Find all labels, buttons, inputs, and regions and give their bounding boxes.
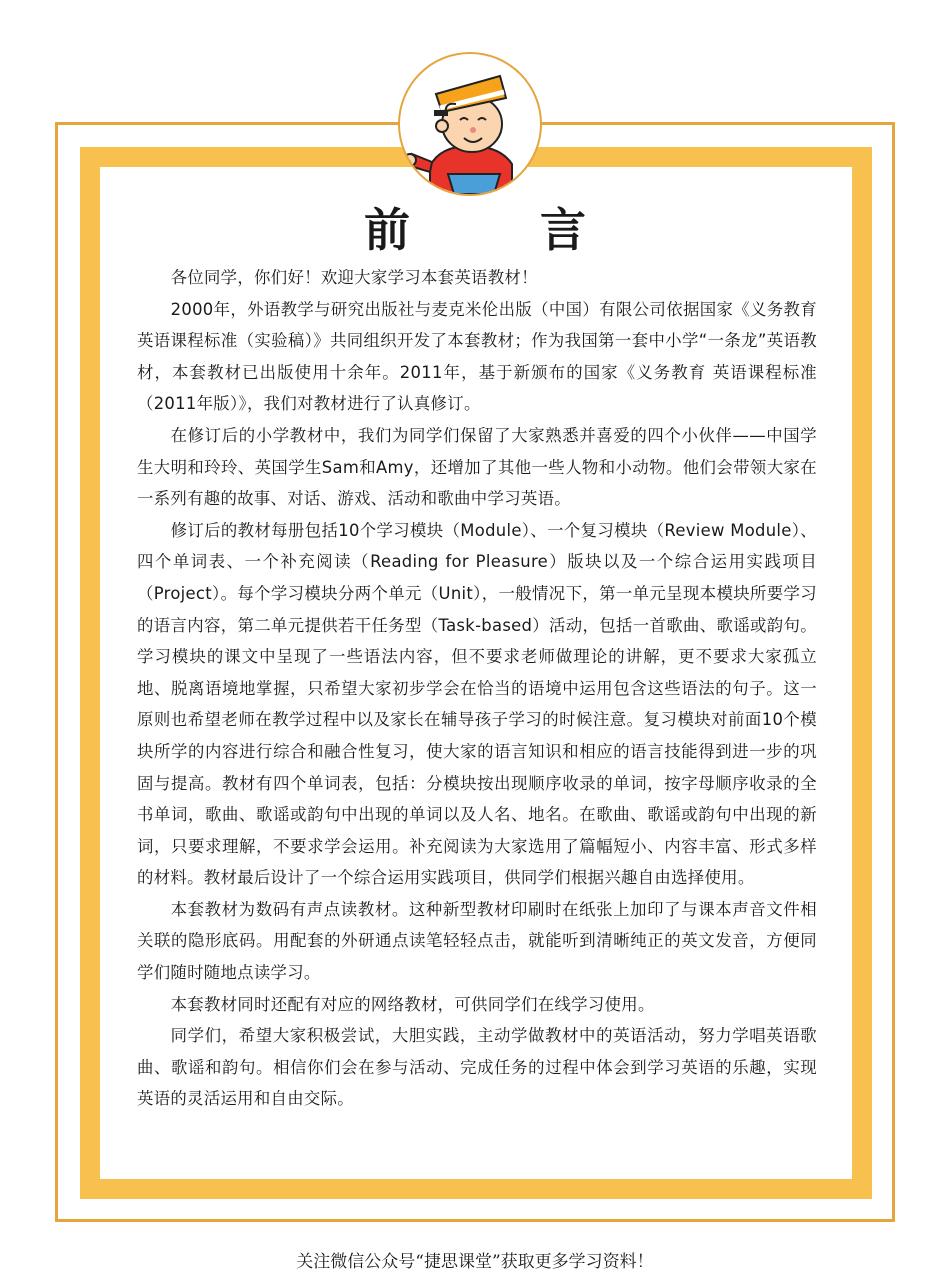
paragraph: 各位同学，你们好！欢迎大家学习本套英语教材！	[170, 268, 538, 287]
paragraph: 同学们，希望大家积极尝试，大胆实践，主动学做教材中的英语活动，努力学唱英语歌曲、歌谣和韵句。相信你们会在参与活动、完成任务的过程中体会到学习英语的乐趣，实现英语的灵活运用和自由交际。	[137, 1026, 817, 1109]
paragraph: 2000年，外语教学与研究出版社与麦克米伦出版（中国）有限公司依据国家《义务教育 英语课程标准（实验稿）》共同组织开发了本套教材；作为我国第一套中小学“一条龙”英语教材，本套教材已出版使用十余年。2011年，基于新颁布的国家《义务教育 英语课程标准（2011年版）》，我们对教材进行了认真修订。	[137, 299, 817, 414]
paragraph: 修订后的教材每册包括10个学习模块（Module）、一个复习模块（Review Module）、四个单词表、一个补充阅读（Reading for Pleasure）版块以及一个综合运用实践项目（Project）。每个学习模块分两个单元（Unit），一般情况下，第一单元呈现本模块所要学习的语言内容，第二单元提供若干任务型（Task-based）活动，包括一首歌曲、歌谣或韵句。学习模块的课文中呈现了一些语法内容，但不要求老师做理论的讲解，更不要求大家孤立地、脱离语境地掌握，只希望大家初步学会在恰当的语境中运用包含这些语法的句子。这一原则也希望老师在教学过程中以及家长在辅导孩子学习的时候注意。复习模块对前面10个模块所学的内容进行综合和融合性复习，使大家的语言知识和相应的语言技能得到进一步的巩固与提高。教材有四个单词表，包括：分模块按出现顺序收录的单词，按字母顺序收录的全书单词，歌曲、歌谣或韵句中出现的单词以及人名、地名。在歌曲、歌谣或韵句中出现的新词，只要求理解，不要求学会运用。补充阅读为大家选用了篇幅短小、内容丰富、形式多样的材料。教材最后设计了一个综合运用实践项目，供同学们根据兴趣自由选择使用。	[137, 520, 817, 888]
page-title: 前言	[364, 203, 716, 257]
paragraph: 本套教材同时还配有对应的网络教材，可供同学们在线学习使用。	[170, 994, 655, 1014]
boy-with-hat-icon	[398, 52, 542, 196]
paragraph: 本套教材为数码有声点读教材。这种新型教材印刷时在纸张上加印了与课本声音文件相关联的隐形底码。用配套的外研通点读笔轻轻点击，就能听到清晰纯正的英文发音，方便同学们随时随地点读学习。	[137, 899, 817, 983]
preface-body	[137, 262, 817, 1115]
footer-promo-text: 关注微信公众号“捷思课堂”获取更多学习资料！	[296, 1252, 654, 1272]
paragraph: 在修订后的小学教材中，我们为同学们保留了大家熟悉并喜爱的四个小伙伴——中国学生大明和玲玲、英国学生Sam和Amy，还增加了其他一些人物和小动物。他们会带领大家在一系列有趣的故事、对话、游戏、活动和歌曲中学习英语。	[137, 425, 817, 509]
